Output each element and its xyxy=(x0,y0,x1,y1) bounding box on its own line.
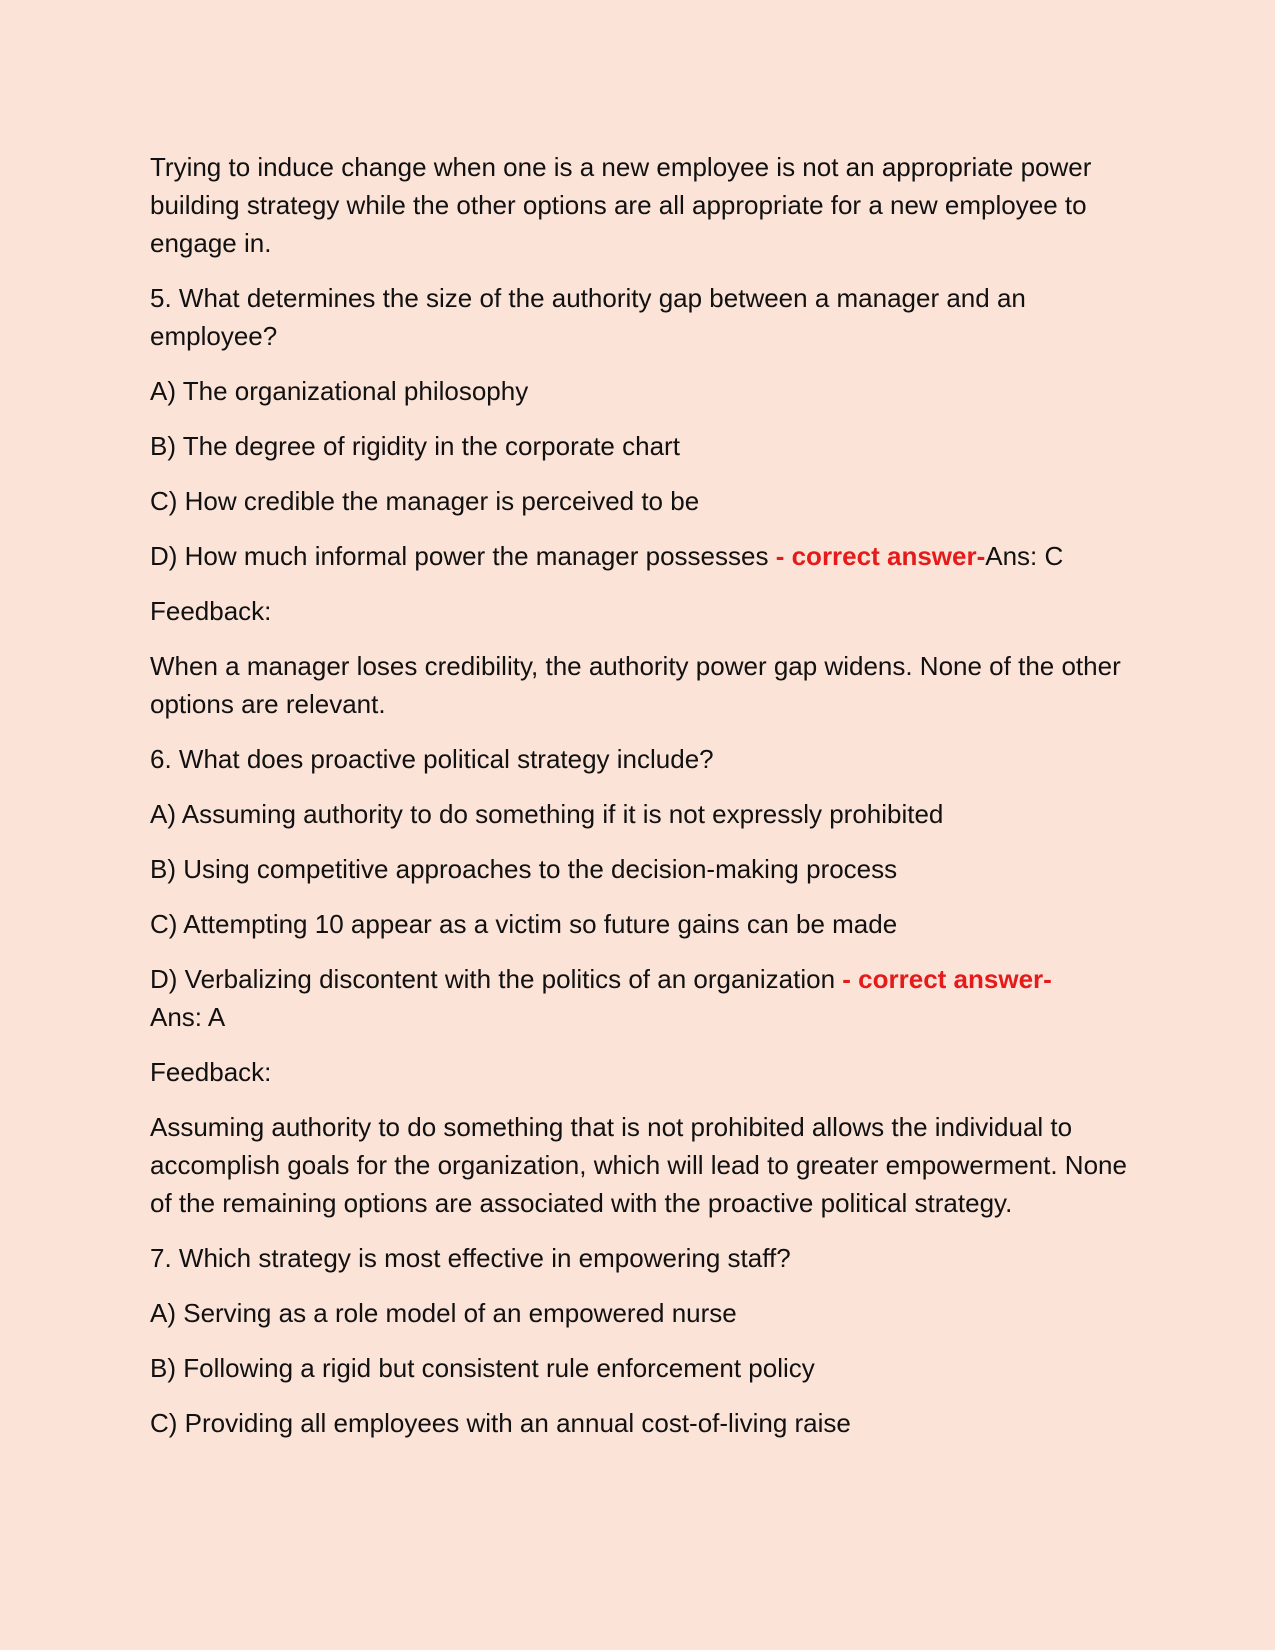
q5-option-a: A) The organizational philosophy xyxy=(150,376,529,406)
q6-option-a: A) Assuming authority to do something if it is not expressly prohibited xyxy=(150,799,944,829)
question-5: 5. What determines the size of the authority gap between a manager and an employee? xyxy=(150,283,1026,351)
question-6: 6. What does proactive political strategy include? xyxy=(150,744,714,774)
q6-correct-marker: - correct answer- xyxy=(842,964,1052,994)
q6-option-c: C) Attempting 10 appear as a victim so future gains can be made xyxy=(150,909,898,939)
q6-answer: Ans: A xyxy=(150,1002,226,1032)
q6-option-d-line xyxy=(150,960,1140,1036)
q7-option-c: C) Providing all employees with an annual cost-of-living raise xyxy=(150,1408,851,1438)
q7-option-b: B) Following a rigid but consistent rule enforcement policy xyxy=(150,1353,815,1383)
q5-option-d: D) How much informal power the manager possesses xyxy=(150,541,769,571)
q6-feedback-text: Assuming authority to do something that is not prohibited allows the individual to accomplish goals for the organization, which will lead to greater empowerment. None of the remaining options are associated with the proactive political strategy. xyxy=(150,1112,1127,1218)
q7-option-a: A) Serving as a role model of an empowered nurse xyxy=(150,1298,737,1328)
q6-option-b: B) Using competitive approaches to the decision-making process xyxy=(150,854,898,884)
q5-answer: Ans: C xyxy=(985,541,1064,571)
q5-feedback-text: When a manager loses credibility, the authority power gap widens. None of the other options are relevant. xyxy=(150,651,1121,719)
q5-correct-marker: - correct answer- xyxy=(775,541,986,571)
document-page xyxy=(150,148,1140,1459)
q5-option-c: C) How credible the manager is perceived to be xyxy=(150,486,700,516)
q6-feedback-label: Feedback: xyxy=(150,1057,272,1087)
q6-option-d: D) Verbalizing discontent with the politics of an organization xyxy=(150,964,836,994)
intro-feedback-text: Trying to induce change when one is a new employee is not an appropriate power building strategy while the other options are all appropriate for a new employee to engage in. xyxy=(150,152,1092,258)
q5-option-d-line xyxy=(150,537,1140,575)
question-7: 7. Which strategy is most effective in empowering staff? xyxy=(150,1243,791,1273)
q5-feedback-label: Feedback: xyxy=(150,596,272,626)
q5-option-b: B) The degree of rigidity in the corporate chart xyxy=(150,431,680,461)
